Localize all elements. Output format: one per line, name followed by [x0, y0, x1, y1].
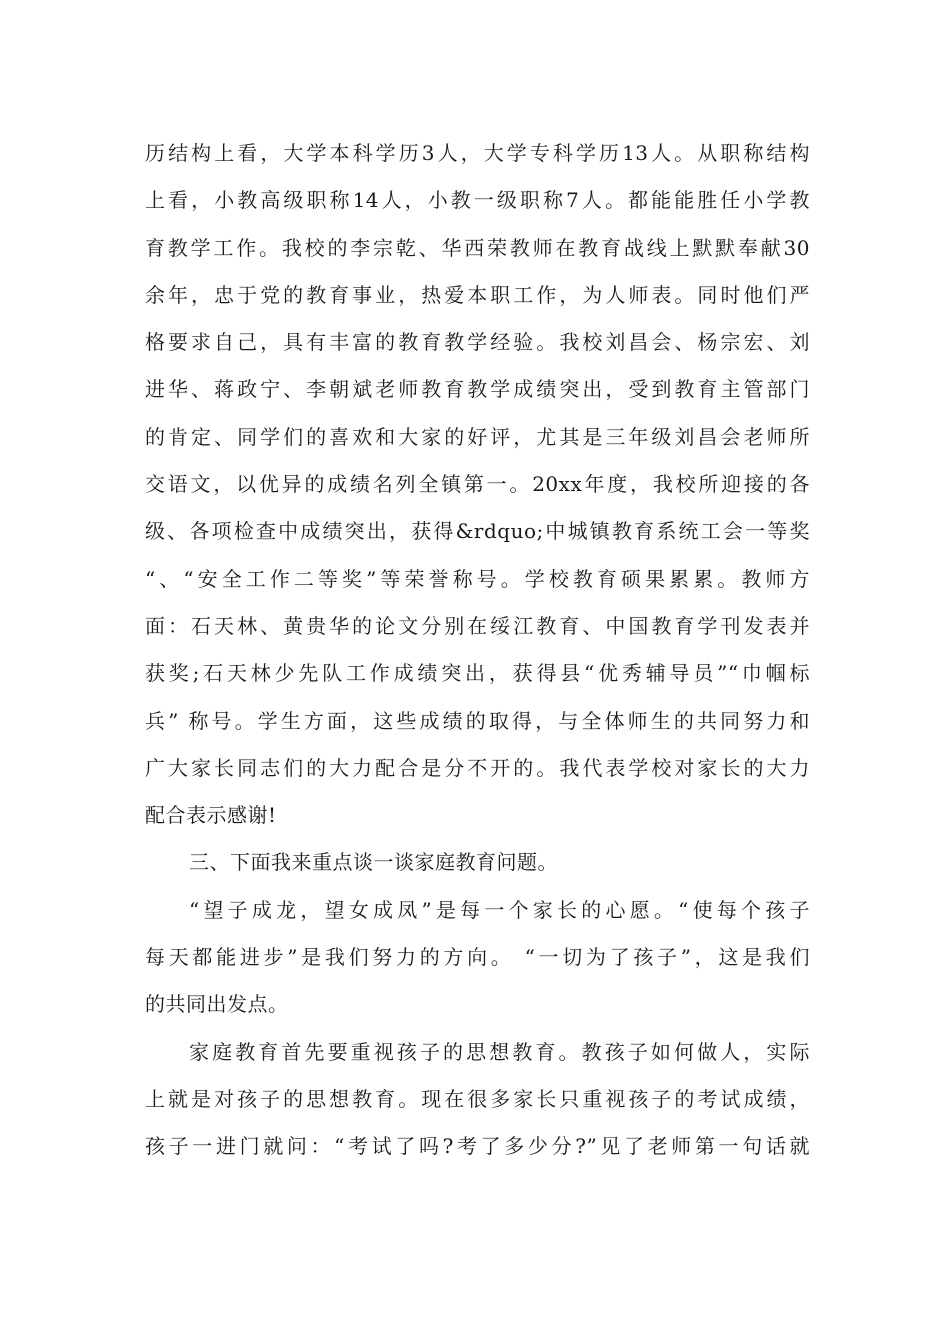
paragraph-1 [145, 130, 810, 839]
paragraph-line: 每天都能进步”是我们努力的方向。 “一切为了孩子”，这是我们 [145, 945, 810, 970]
section-heading-text: 三、下面我来重点谈一谈家庭教育问题。 [189, 850, 558, 875]
section-heading [145, 839, 810, 886]
paragraph-line: “望子成龙，望女成凤”是每一个家长的心愿。“使每个孩子 [189, 897, 810, 922]
paragraph-line: 广大家长同志们的大力配合是分不开的。我代表学校对家长的大力 [145, 755, 810, 780]
paragraph-line: 面：石天林、黄贵华的论文分别在绥江教育、中国教育学刊发表并 [145, 613, 810, 638]
paragraph-line: 配合表示感谢! [145, 803, 277, 828]
paragraph-line: 历结构上看，大学本科学历3人，大学专科学历13人。从职称结构 [145, 141, 810, 165]
paragraph-line: 的共同出发点。 [145, 992, 289, 1017]
paragraph-line: 上看，小教高级职称14人，小教一级职称7人。都能能胜任小学教 [145, 188, 810, 213]
paragraph-line: 的肯定、同学们的喜欢和大家的好评，尤其是三年级刘昌会老师所 [145, 424, 810, 449]
paragraph-line: 余年，忠于党的教育事业，热爱本职工作，为人师表。同时他们严 [145, 282, 810, 307]
paragraph-line: 育教学工作。我校的李宗乾、华西荣教师在教育战线上默默奉献30 [145, 235, 810, 260]
paragraph-line: “、“安全工作二等奖”等荣誉称号。学校教育硕果累累。教师方 [145, 566, 810, 591]
paragraph-3 [145, 887, 810, 1029]
paragraph-line: 兵” 称号。学生方面，这些成绩的取得，与全体师生的共同努力和 [145, 708, 810, 733]
paragraph-line: 家庭教育首先要重视孩子的思想教育。教孩子如何做人，实际 [189, 1039, 810, 1064]
paragraph-4 [145, 1029, 810, 1171]
paragraph-line: 交语文，以优异的成绩名列全镇第一。20xx年度，我校所迎接的各 [145, 472, 810, 497]
paragraph-line: 孩子一进门就问：“考试了吗?考了多少分?”见了老师第一句话就 [145, 1134, 810, 1159]
paragraph-line: 进华、蒋政宁、李朝斌老师教育教学成绩突出，受到教育主管部门 [145, 377, 810, 402]
document-page [145, 130, 810, 1171]
paragraph-line: 格要求自己，具有丰富的教育教学经验。我校刘昌会、杨宗宏、刘 [145, 330, 810, 355]
paragraph-line: 级、各项检查中成绩突出，获得&rdquo;中城镇教育系统工会一等奖 [145, 519, 810, 544]
paragraph-line: 上就是对孩子的思想教育。现在很多家长只重视孩子的考试成绩， [145, 1086, 810, 1111]
paragraph-line: 获奖;石天林少先队工作成绩突出，获得县“优秀辅导员”“巾帼标 [145, 661, 810, 686]
